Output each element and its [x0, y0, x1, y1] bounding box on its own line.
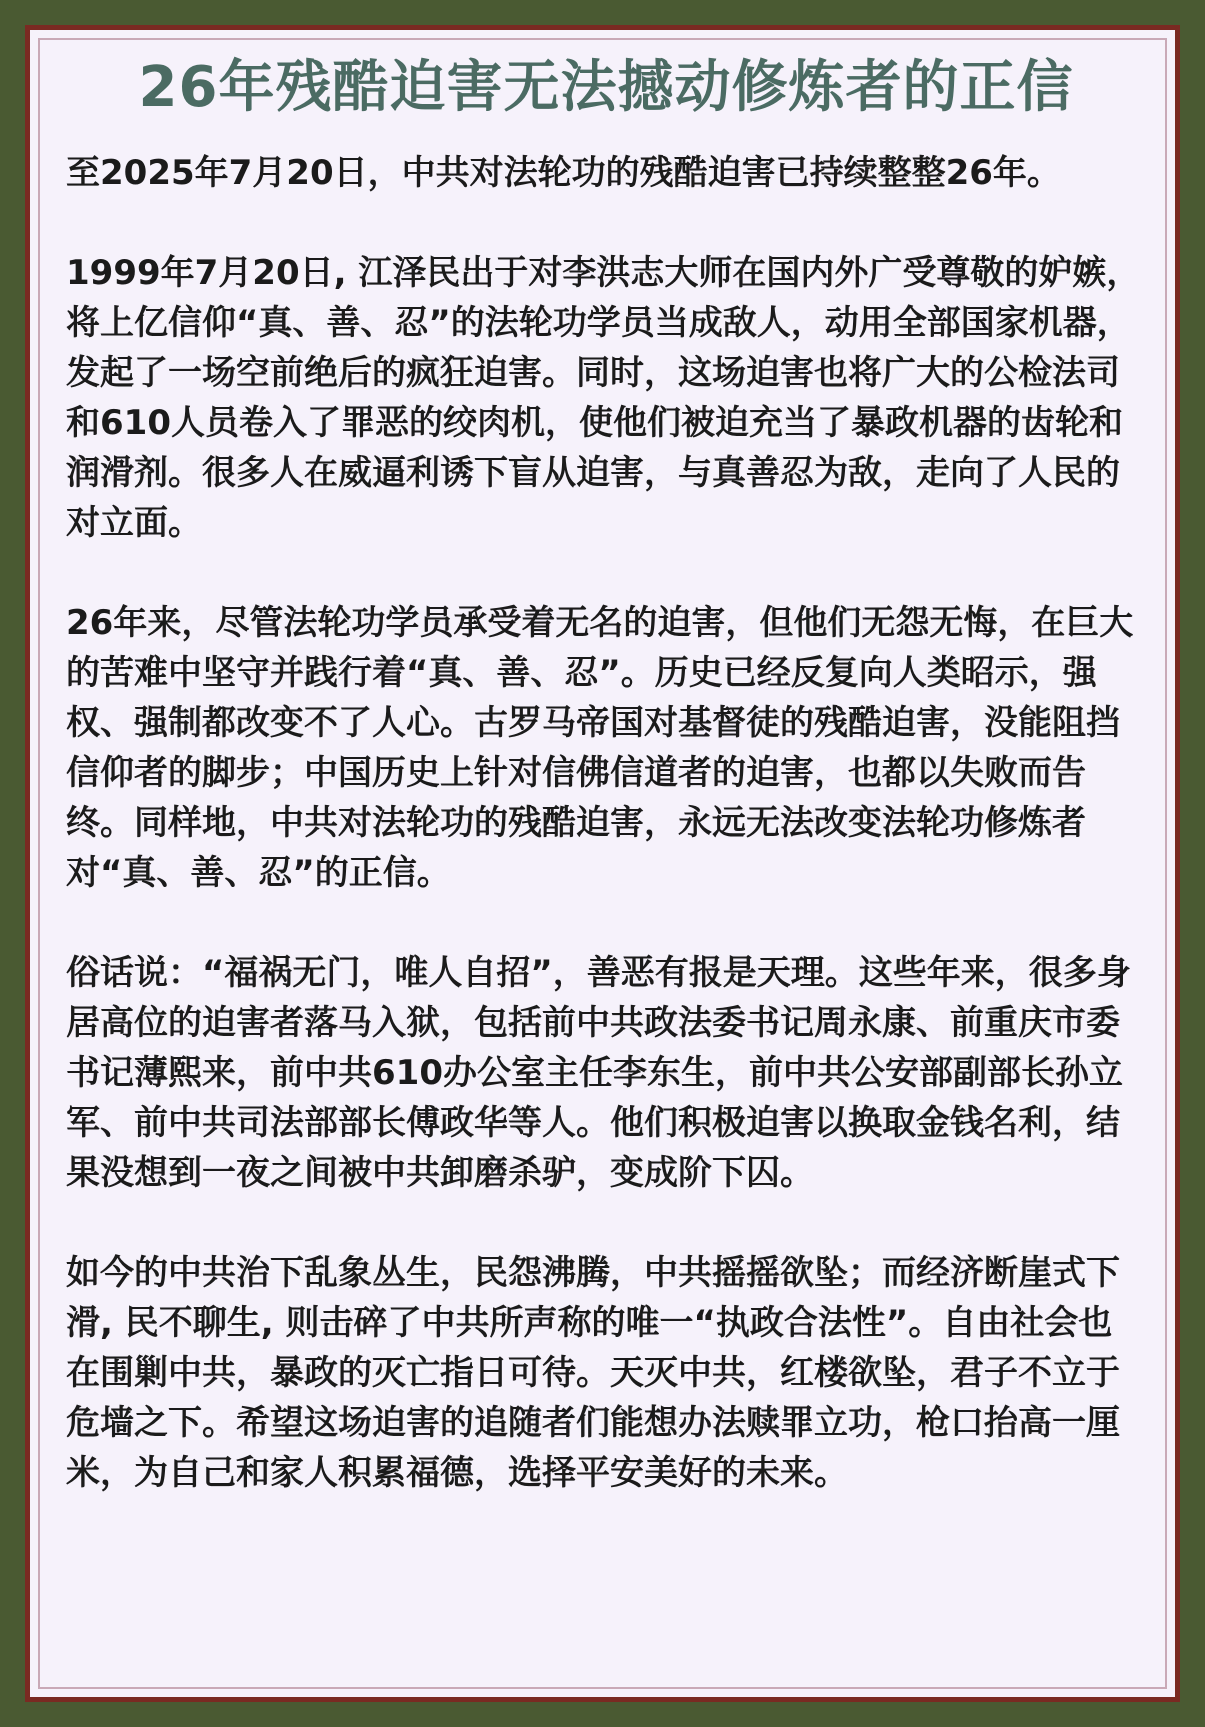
poster-title: 26年残酷迫害无法撼动修炼者的正信 [138, 55, 1074, 120]
paragraph-3: 26年来，尽管法轮功学员承受着无名的迫害，但他们无怨无悔，在巨大的苦难中坚守并践行着“真、善、忍”。历史已经反复向人类昭示，强权、强制都改变不了人心。古罗马帝国对基督徒的残酷迫害，没能阻挡信仰者的脚步；中国历史上针对信佛信道者的迫害，也都以失败而告终。同样地，中共对法轮功的残酷迫害，永远无法改变法轮功修炼者对“真、善、忍”的正信。 [66, 603, 1134, 893]
paragraph-5: 如今的中共治下乱象丛生，民怨沸腾，中共摇摇欲坠；而经济断崖式下滑, 民不聊生, 则击碎了中共所声称的唯一“执政合法性”。自由社会也在围剿中共，暴政的灭亡指日可待。天灭中共，红楼欲坠，君子不立于危墙之下。希望这场迫害的追随者们能想办法赎罪立功，枪口抬高一厘米，为自己和家人积累福德，选择平安美好的未来。 [66, 1253, 1120, 1493]
poster-content [66, 54, 1146, 1548]
paragraph-4: 俗话说：“福祸无门，唯人自招”，善恶有报是天理。这些年来，很多身居高位的迫害者落马入狱，包括前中共政法委书记周永康、前重庆市委书记薄熙来，前中共610办公室主任李东生，前中共公安部副部长孙立军、前中共司法部部长傅政华等人。他们积极迫害以换取金钱名利，结果没想到一夜之间被中共卸磨杀驴，变成阶下囚。 [66, 953, 1131, 1193]
poster-frame [25, 25, 1180, 1702]
paragraph-2: 1999年7月20日, 江泽民出于对李洪志大师在国内外广受尊敬的妒嫉，将上亿信仰“真、善、忍”的法轮功学员当成敌人，动用全部国家机器，发起了一场空前绝后的疯狂迫害。同时，这场迫害也将广大的公检法司和610人员卷入了罪恶的绞肉机，使他们被迫充当了暴政机器的齿轮和润滑剂。很多人在威逼利诱下盲从迫害，与真善忍为敌，走向了人民的对立面。 [66, 253, 1141, 543]
paragraph-1: 至2025年7月20日，中共对法轮功的残酷迫害已持续整整26年。 [66, 153, 1061, 193]
